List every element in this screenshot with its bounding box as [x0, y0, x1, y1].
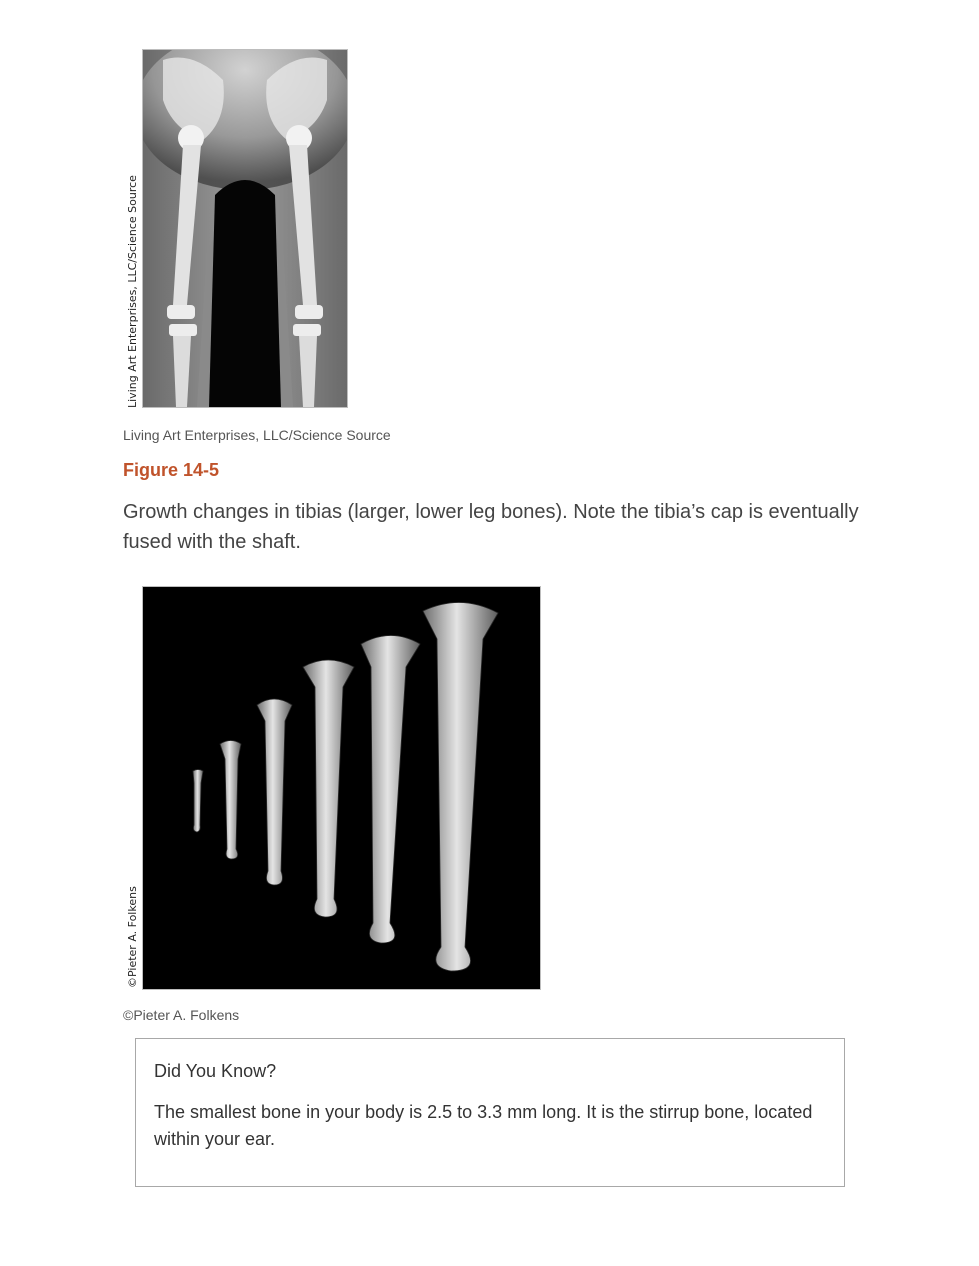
- figure-label: Figure 14-5: [123, 460, 220, 480]
- tibias-credit-line: ©Pieter A. Folkens: [123, 1007, 240, 1023]
- xray-credit-line: Living Art Enterprises, LLC/Science Source: [123, 427, 391, 443]
- did-you-know-text: The smallest bone in your body is 2.5 to 3.3 mm long. It is the stirrup bone, located within your ear.: [154, 1102, 813, 1149]
- did-you-know-title: Did You Know?: [154, 1061, 277, 1081]
- figure-caption: Growth changes in tibias (larger, lower leg bones). Note the tibia’s cap is eventually fused with the shaft.: [123, 501, 859, 553]
- tibias-photo-credit-vertical: ©Pieter A. Folkens: [126, 886, 139, 988]
- did-you-know-box: [135, 1038, 845, 1187]
- xray-photo-credit-vertical: Living Art Enterprises, LLC/Science Source: [126, 175, 139, 408]
- xray-image: [142, 49, 348, 408]
- tibias-image: [142, 586, 541, 990]
